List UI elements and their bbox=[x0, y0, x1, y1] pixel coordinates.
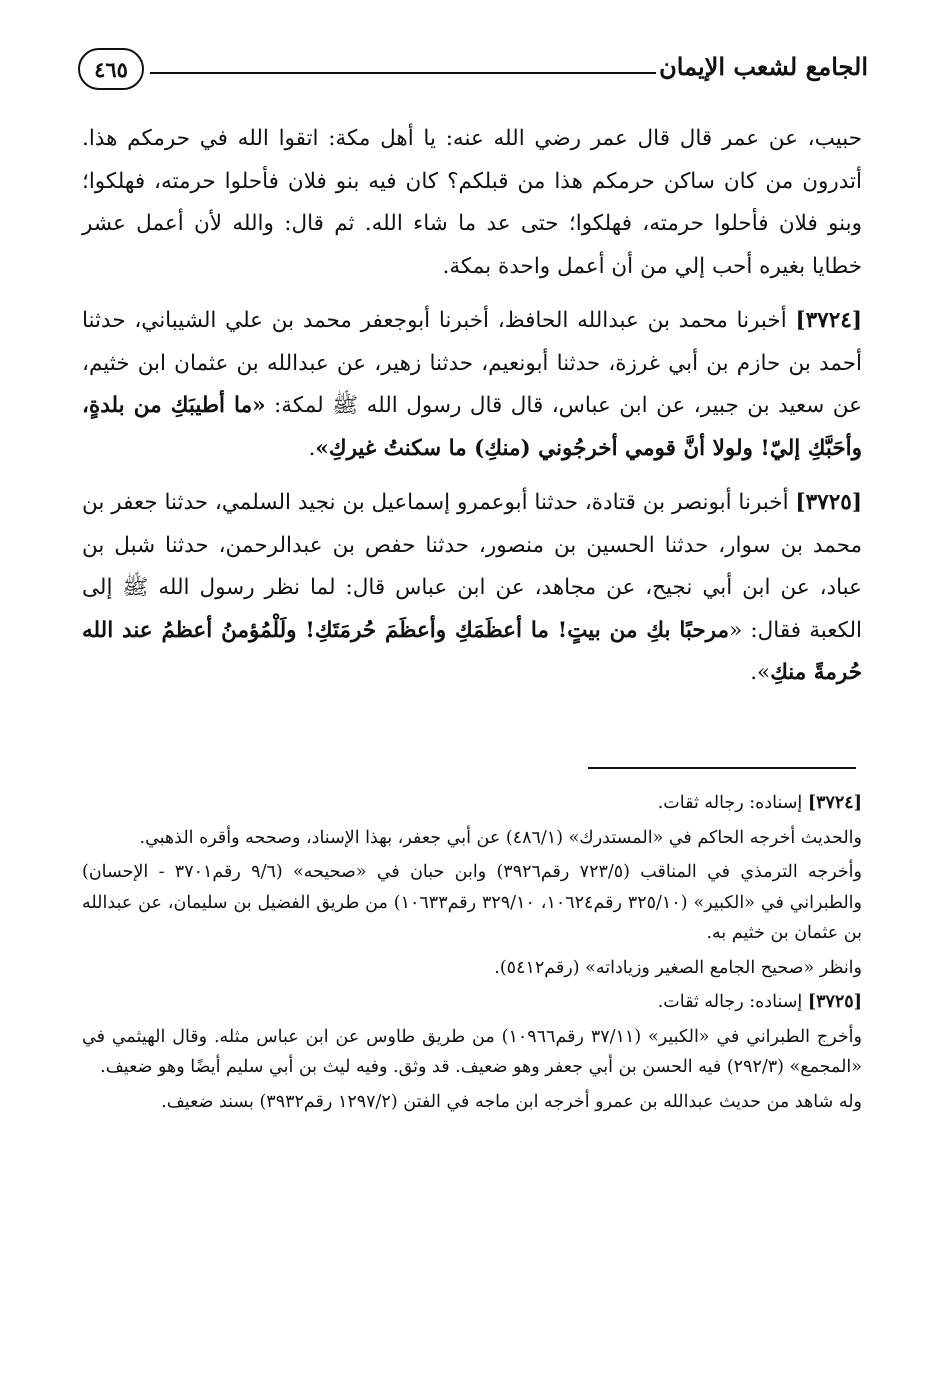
footnote-3725-head bbox=[82, 987, 862, 1018]
main-text bbox=[82, 118, 862, 695]
paragraph-continuation: حبيب، عن عمر قال قال عمر رضي الله عنه: يا أهل مكة: اتقوا الله في حرمكم هذا. أتدرون من كان ساكن حرمكم هذا من قبلكم؟ كان فيه بنو فلان فأحلوا حرمته، فهلكوا؛ وبنو فلان فأحلوا حرمته، فهلكوا؛ حتى عد ما شاء الله. ثم قال: والله لأن أعمل عشر خطايا بغيره أحب إلي من أن أعمل واحدة بمكة. bbox=[82, 126, 862, 279]
footnote-ref: [٣٧٢٤] bbox=[807, 793, 862, 813]
footnotes bbox=[82, 786, 862, 1117]
footnote-ref: [٣٧٢٥] bbox=[807, 992, 862, 1012]
footnote-line: والحديث أخرجه الحاكم في «المستدرك» (٤٨٦/١) عن أبي جعفر، بهذا الإسناد، وصححه وأقره الذهبي. bbox=[139, 827, 862, 848]
page-number: ٤٦٥ bbox=[94, 56, 128, 82]
hadith-end: . bbox=[308, 435, 316, 461]
footnote-head-text: إسناده: رجاله ثقات. bbox=[657, 793, 803, 813]
hadith-quote: مرحبًا بكِ من بيتٍ! ما أعظَمَكِ وأعظَمَ حُرمَتَكِ! ولَلْمُؤمنُ أعظمُ عند الله حُرمةً منكِ bbox=[82, 617, 862, 685]
hadith-quote: «ما أطيبَكِ من بلدةٍ، وأحَبَّكِ إليّ! ولولا أنَّ قومي أخرجُوني (منكِ) ما سكنتُ غيركِ» bbox=[82, 393, 862, 461]
footnote-line: وله شاهد من حديث عبدالله بن عمرو أخرجه ابن ماجه في الفتن (١٢٩٧/٢ رقم٣٩٣٢) بسند ضعيف. bbox=[161, 1091, 862, 1112]
book-title: الجامع لشعب الإيمان bbox=[659, 52, 868, 81]
hadith-number: [٣٧٢٥] bbox=[795, 490, 862, 515]
header-rule bbox=[150, 72, 656, 74]
footnote-line: وأخرج الطبراني في «الكبير» (٣٧/١١ رقم١٠٩٦٦) من طريق طاوس عن ابن عباس مثله. وقال الهيثمي في «المجمع» (٢٩٢/٣) فيه الحسن بن أبي جعفر وهو ضعيف. قد وثق. وفيه ليث بن أبي سليم أيضًا وهو ضعيف. bbox=[82, 1026, 862, 1077]
footnote-head-text: إسناده: رجاله ثقات. bbox=[657, 992, 803, 1012]
hadith-3724 bbox=[82, 300, 862, 470]
footnote-3724-head bbox=[82, 788, 862, 819]
page-number-badge bbox=[78, 48, 144, 90]
footnote-separator bbox=[588, 767, 856, 769]
running-header bbox=[78, 34, 868, 104]
hadith-number: [٣٧٢٤] bbox=[795, 308, 863, 333]
hadith-end: ». bbox=[750, 660, 771, 685]
footnote-line: وأخرجه الترمذي في المناقب (٧٢٣/٥ رقم٣٩٢٦) وابن حبان في «صحيحه» (٩/٦ رقم٣٧٠١ - الإحسان) والطبراني في «الكبير» (٣٢٥/١٠ رقم١٠٦٢٤، ٣٢٩/١٠ رقم١٠٦٣٣) من طريق الفضيل بن سليمان، عن عبدالله بن عثمان بن خثيم به. bbox=[82, 862, 862, 943]
hadith-chain: أخبرنا أبونصر بن قتادة، حدثنا أبوعمرو إسماعيل بن نجيد السلمي، حدثنا جعفر بن محمد بن سوار، حدثنا الحسين بن منصور، حدثنا حفص بن عبدالرحمن، حدثنا شبل بن عباد، عن ابن أبي نجيح، عن مجاهد، عن ابن عباس قال: لما نظر رسول الله ﷺ إلى الكعبة فقال: « bbox=[82, 490, 862, 643]
hadith-chain: أخبرنا محمد بن عبدالله الحافظ، أخبرنا أبوجعفر محمد بن علي الشيباني، حدثنا أحمد بن حازم بن أبي غرزة، حدثنا أبونعيم، حدثنا زهير، عن عبدالله بن عثمان ابن خثيم، عن سعيد بن جبير، عن ابن عباس، قال قال رسول الله ﷺ لمكة: bbox=[82, 308, 862, 418]
hadith-3725 bbox=[82, 482, 862, 695]
footnote-line: وانظر «صحيح الجامع الصغير وزياداته» (رقم٥٤١٢). bbox=[494, 957, 862, 978]
